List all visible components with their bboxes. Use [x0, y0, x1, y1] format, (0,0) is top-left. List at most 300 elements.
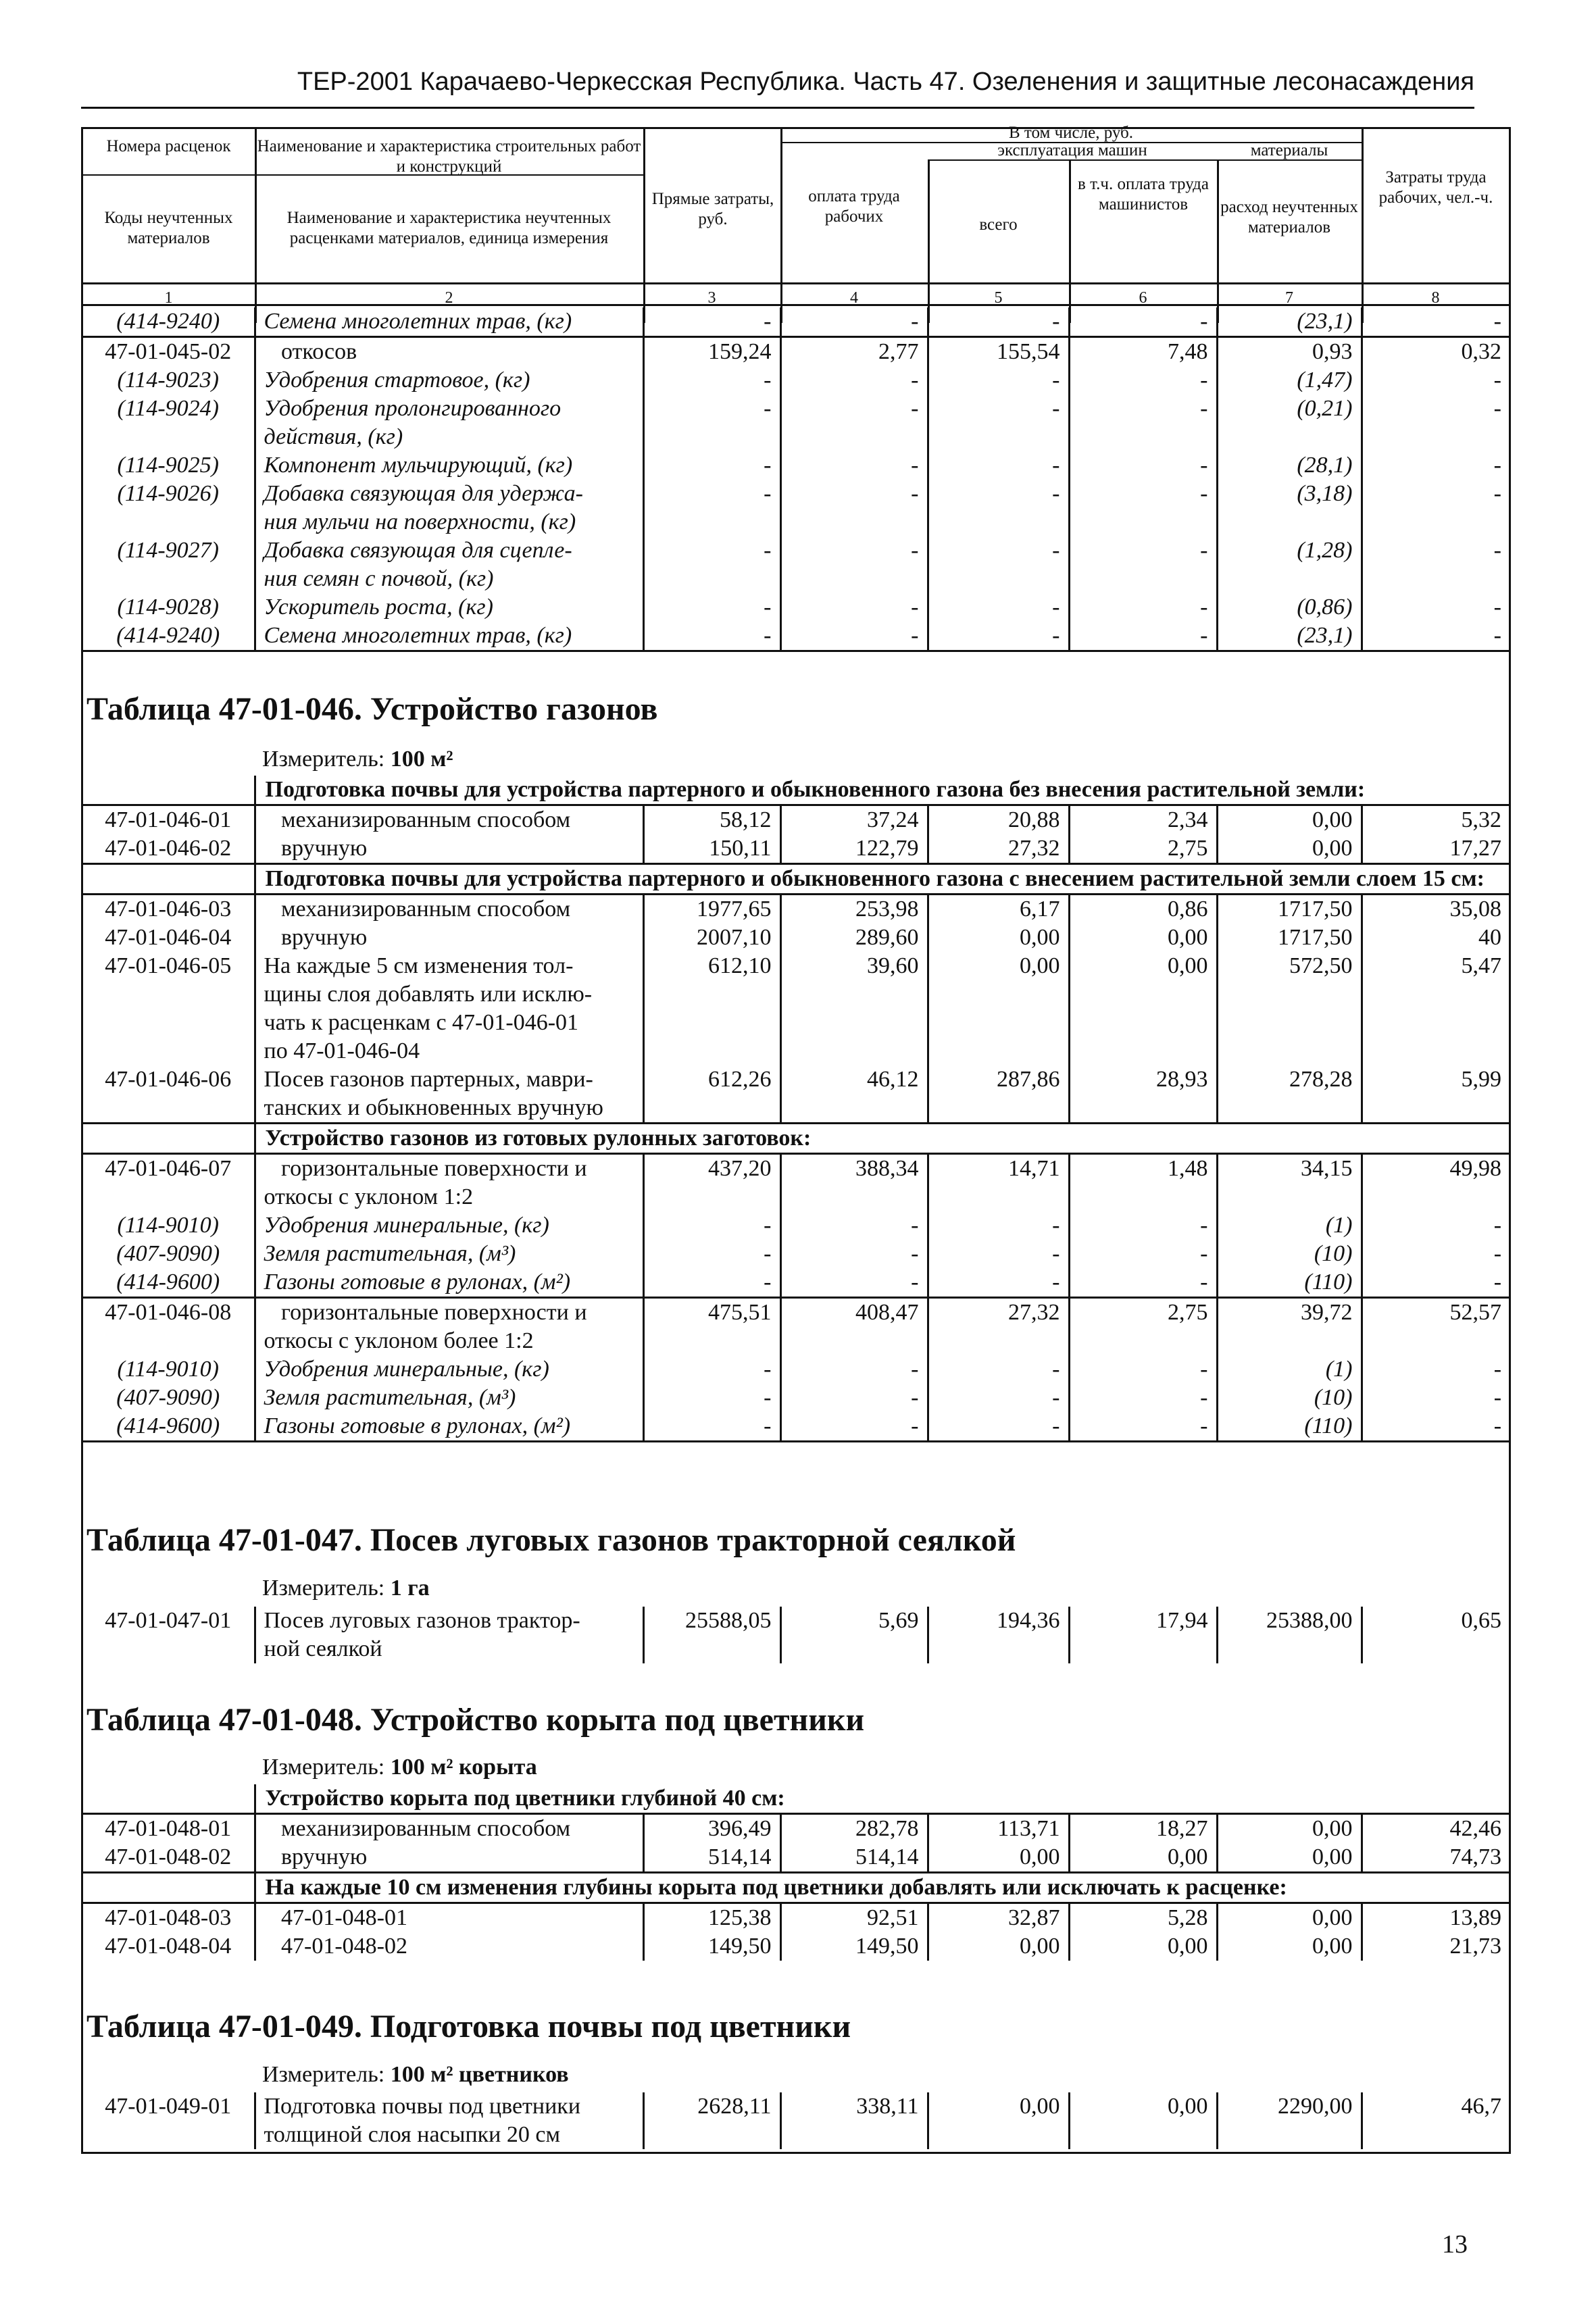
cost-value: 612,26	[643, 1065, 780, 1124]
section-heading-row	[82, 864, 1510, 895]
cost-value: 21,73	[1449, 1934, 1502, 1959]
description-line: толщиной слоя насыпки 20 см	[264, 2122, 560, 2147]
page-number: 13	[1442, 2230, 1468, 2259]
cost-value: -	[780, 622, 928, 651]
cost-value: 5,99	[1362, 1065, 1510, 1124]
cost-value: 159,24	[643, 337, 780, 367]
cost-value: 514,14	[780, 1843, 928, 1873]
cost-value: 155,54	[928, 337, 1069, 367]
meter-value: 1 га	[390, 1576, 430, 1601]
rate-code: 47-01-046-07	[82, 1154, 255, 1212]
description-line: На каждые 5 см изменения тол-	[264, 953, 574, 978]
meter-049	[262, 2062, 569, 2088]
cost-value: 34,15	[1217, 1154, 1362, 1212]
section-heading: Устройство корыта под цветники глубиной 40 см:	[255, 1784, 1510, 1814]
cost-value: -	[780, 1268, 928, 1298]
rate-code: (414-9600)	[82, 1412, 255, 1442]
cost-value: -	[780, 1211, 928, 1240]
cost-value: -	[928, 1240, 1069, 1268]
cost-value: -	[1069, 307, 1217, 337]
cost-value: (0,86)	[1217, 593, 1362, 622]
cost-value: -	[780, 366, 928, 395]
cost-value: 37,24	[780, 805, 928, 835]
cost-value: 1,48	[1069, 1154, 1217, 1212]
cost-value: 388,34	[780, 1154, 928, 1212]
rate-code: (414-9240)	[82, 307, 255, 337]
header-col-number: 1	[164, 289, 173, 307]
cost-value: 572,50	[1217, 952, 1362, 1065]
cost-value: -	[1493, 1241, 1502, 1266]
cost-value: -	[643, 1268, 780, 1298]
cost-value: 122,79	[780, 834, 928, 864]
section-heading: Устройство газонов из готовых рулонных заготовок:	[255, 1124, 1510, 1154]
description-line: Удобрения стартовое, (кг)	[264, 368, 530, 393]
description-line: вручную	[264, 836, 368, 861]
rates-table-046	[82, 776, 1510, 1442]
cost-value: -	[1362, 1268, 1510, 1298]
cost-value: (0,21)	[1217, 395, 1362, 451]
description-line: Земля растительная, (м³)	[264, 1385, 516, 1410]
cost-value: -	[928, 1384, 1069, 1412]
table-row	[82, 1355, 1510, 1384]
table-row	[82, 2092, 1510, 2149]
cost-value: 2,77	[780, 337, 928, 367]
description-line: горизонтальные поверхности и	[264, 1156, 587, 1181]
header-operator-pay: в т.ч. оплата труда машинистов	[1078, 175, 1209, 213]
cost-value: -	[1493, 1357, 1502, 1382]
work-description	[255, 1154, 643, 1212]
cost-value: -	[1493, 595, 1501, 620]
cost-value: 20,88	[928, 805, 1069, 835]
description-line: Удобрения пролонгированного	[264, 396, 562, 421]
cost-value: 113,71	[928, 1814, 1069, 1844]
page-header	[81, 68, 1474, 109]
cost-value: (1,47)	[1217, 366, 1362, 395]
rate-code: (414-9240)	[82, 622, 255, 651]
cost-value: 2,34	[1069, 805, 1217, 835]
description-line: вручную	[264, 925, 368, 950]
cost-value: -	[1362, 307, 1510, 337]
cost-value: -	[928, 1211, 1069, 1240]
table-row	[82, 1843, 1510, 1873]
table-row	[82, 1211, 1510, 1240]
description-line: Семена многолетних трав, (кг)	[264, 309, 572, 334]
description-line: Подготовка почвы под цветники	[264, 2094, 581, 2119]
header-col-number: 3	[707, 289, 716, 307]
table-row	[82, 366, 1510, 395]
work-description	[255, 1932, 643, 1961]
work-description	[255, 366, 643, 395]
work-description	[255, 395, 643, 451]
cost-value: 0,00	[1217, 1932, 1362, 1961]
work-description	[255, 1298, 643, 1356]
cost-value: -	[780, 593, 928, 622]
cost-value: -	[1493, 1385, 1502, 1410]
meter-value: 100 м² корыта	[390, 1755, 537, 1780]
cost-value: -	[1493, 368, 1501, 393]
cost-value: -	[1069, 395, 1217, 451]
section-code-cell	[82, 864, 255, 895]
rate-code: (414-9600)	[82, 1268, 255, 1298]
cost-value: 25388,00	[1217, 1607, 1362, 1663]
cost-value: -	[1069, 1240, 1217, 1268]
cost-value: 35,08	[1449, 897, 1502, 922]
section-heading: Подготовка почвы для устройства партерного и обыкновенного газона с внесением растительной земли слоем 15 см:	[255, 864, 1510, 895]
rate-code: (114-9024)	[82, 395, 255, 451]
cost-value: 0,00	[1217, 805, 1362, 835]
rate-code: 47-01-046-08	[82, 1298, 255, 1356]
cost-value: 194,36	[928, 1607, 1069, 1663]
table-title-049: Таблица 47-01-049. Подготовка почвы под цветники	[86, 2009, 851, 2044]
cost-value: -	[643, 307, 780, 337]
section-heading: Подготовка почвы для устройства партерного и обыкновенного газона без внесения растительной земли:	[255, 776, 1510, 805]
cost-value: -	[1362, 1412, 1510, 1442]
table-row	[82, 451, 1510, 480]
description-line: Удобрения минеральные, (кг)	[264, 1357, 549, 1382]
description-line: Добавка связующая для сцепле-	[264, 538, 572, 563]
description-line: Добавка связующая для удержа-	[264, 481, 583, 506]
rates-table-048	[82, 1784, 1510, 1961]
cost-value: -	[1069, 593, 1217, 622]
cost-value: -	[643, 536, 780, 593]
cost-value: 1717,50	[1217, 924, 1362, 952]
cost-value: 39,72	[1217, 1298, 1362, 1356]
table-row	[82, 1932, 1510, 1961]
description-line: вручную	[264, 1844, 368, 1869]
cost-value: 52,57	[1449, 1300, 1502, 1325]
description-line: чать к расценкам с 47-01-046-01	[264, 1010, 579, 1035]
cost-value: 0,00	[928, 2092, 1069, 2149]
cost-value: 0,00	[1069, 952, 1217, 1065]
rate-code: 47-01-046-03	[82, 895, 255, 924]
description-line: по 47-01-046-04	[264, 1038, 420, 1063]
cost-value: 0,00	[928, 952, 1069, 1065]
cost-value: -	[780, 307, 928, 337]
header-col-number: 7	[1285, 289, 1293, 307]
table-title-048: Таблица 47-01-048. Устройство корыта под цветники	[86, 1702, 865, 1738]
description-line: действия, (кг)	[264, 424, 403, 449]
cost-value: 2007,10	[643, 924, 780, 952]
rate-code: (114-9010)	[82, 1355, 255, 1384]
table-row	[82, 805, 1510, 835]
rates-table-045-continued	[82, 307, 1510, 652]
cost-value: 46,7	[1461, 2094, 1501, 2119]
meter-label: Измеритель:	[262, 2062, 385, 2087]
cost-value: 282,78	[780, 1814, 928, 1844]
cost-value: 0,00	[1217, 834, 1362, 864]
meter-value: 100 м² цветников	[390, 2062, 569, 2087]
description-line: горизонтальные поверхности и	[264, 1300, 587, 1325]
rate-code: 47-01-048-02	[82, 1843, 255, 1873]
cost-value: (1)	[1217, 1211, 1362, 1240]
work-description	[255, 1843, 643, 1873]
table-row	[82, 1154, 1510, 1212]
table-column-header	[82, 124, 1510, 323]
description-line: откосы с уклоном 1:2	[264, 1184, 474, 1209]
cost-value: -	[1069, 622, 1217, 651]
cost-value: -	[928, 480, 1069, 536]
cost-value: 338,11	[780, 2092, 928, 2149]
cost-value: (110)	[1217, 1268, 1362, 1298]
cost-value: 25588,05	[643, 1607, 780, 1663]
rate-code: (114-9028)	[82, 593, 255, 622]
cost-value: (1)	[1217, 1355, 1362, 1384]
header-labor-pay: оплата труда рабочих	[808, 187, 900, 226]
cost-value: 28,93	[1069, 1065, 1217, 1124]
description-line: механизированным способом	[264, 1816, 571, 1841]
rate-code: 47-01-046-06	[82, 1065, 255, 1124]
cost-value: 74,73	[1362, 1843, 1510, 1873]
description-line: Ускоритель роста, (кг)	[264, 595, 493, 620]
table-row	[82, 1268, 1510, 1298]
header-col-number: 6	[1139, 289, 1147, 307]
header-machine-operation: эксплуатация машин	[997, 141, 1147, 159]
description-line: Земля растительная, (м³)	[264, 1241, 516, 1266]
cost-value: -	[928, 451, 1069, 480]
description-line: Газоны готовые в рулонах, (м²)	[264, 1413, 571, 1438]
meter-047	[262, 1576, 430, 1601]
cost-value: 2628,11	[643, 2092, 780, 2149]
table-row	[82, 1240, 1510, 1268]
header-col-number: 5	[994, 289, 1003, 307]
rate-code: (114-9026)	[82, 480, 255, 536]
cost-value: (10)	[1217, 1384, 1362, 1412]
cost-value: 5,47	[1461, 953, 1502, 978]
header-rate-number: Номера расценок	[106, 137, 231, 155]
cost-value: -	[1069, 366, 1217, 395]
section-code-cell	[82, 1873, 255, 1903]
cost-value: -	[780, 395, 928, 451]
table-row	[82, 924, 1510, 952]
work-description	[255, 1607, 643, 1663]
cost-value: -	[928, 593, 1069, 622]
cost-value: 0,00	[1217, 1903, 1362, 1933]
cost-value: 0,65	[1461, 1608, 1501, 1633]
table-row	[82, 834, 1510, 864]
cost-value: -	[928, 622, 1069, 651]
cost-value: 46,12	[780, 1065, 928, 1124]
section-code-cell	[82, 1124, 255, 1154]
section-code-cell	[82, 1784, 255, 1814]
cost-value: -	[643, 622, 780, 651]
work-description	[255, 622, 643, 651]
cost-value: -	[643, 1412, 780, 1442]
description-line: танских и обыкновенных вручную	[264, 1095, 603, 1120]
rate-code: 47-01-047-01	[82, 1607, 255, 1663]
table-row	[82, 952, 1510, 1065]
work-description	[255, 307, 643, 337]
cost-value: 92,51	[780, 1903, 928, 1933]
cost-value: 6,17	[928, 895, 1069, 924]
meter-048	[262, 1755, 537, 1780]
cost-value: -	[1493, 538, 1501, 563]
meter-value: 100 м²	[390, 747, 453, 772]
cost-value: -	[1493, 453, 1501, 478]
cost-value: -	[643, 395, 780, 451]
cost-value: 5,32	[1461, 807, 1502, 832]
cost-value: -	[928, 1355, 1069, 1384]
table-row	[82, 1384, 1510, 1412]
table-row	[82, 1065, 1510, 1124]
work-description	[255, 480, 643, 536]
cost-value: -	[643, 1384, 780, 1412]
rate-code: 47-01-048-01	[82, 1814, 255, 1844]
description-line: Посев газонов партерных, маври-	[264, 1067, 593, 1092]
cost-value: 437,20	[643, 1154, 780, 1212]
cost-value: -	[1069, 451, 1217, 480]
description-line: ния мульчи на поверхности, (кг)	[264, 509, 576, 534]
cost-value: (1,28)	[1217, 536, 1362, 593]
rate-code: (114-9023)	[82, 366, 255, 395]
header-material-codes: Коды неучтенных материалов	[104, 209, 233, 247]
cost-value: 5,69	[780, 1607, 928, 1663]
description-line: ной сеялкой	[264, 1636, 382, 1661]
rates-table-049	[82, 2092, 1510, 2149]
cost-value: 7,48	[1069, 337, 1217, 367]
description-line: 47-01-048-01	[264, 1905, 407, 1930]
work-description	[255, 593, 643, 622]
cost-value: (110)	[1217, 1412, 1362, 1442]
rate-code: (407-9090)	[82, 1384, 255, 1412]
table-row	[82, 1298, 1510, 1356]
cost-value: 278,28	[1217, 1065, 1362, 1124]
cost-value: 150,11	[643, 834, 780, 864]
cost-value: (23,1)	[1217, 622, 1362, 651]
rate-code: (407-9090)	[82, 1240, 255, 1268]
header-direct-costs: Прямые затраты, руб.	[651, 190, 774, 228]
table-row	[82, 593, 1510, 622]
header-material-name: Наименование и характеристика неучтенных расценками материалов, единица измерения	[286, 209, 612, 247]
cost-value: 0,00	[1069, 924, 1217, 952]
header-materials: материалы	[1250, 141, 1328, 159]
header-including: В том числе, руб.	[1008, 124, 1134, 142]
cost-value: 42,46	[1449, 1816, 1502, 1841]
header-work-name: Наименование и характеристика строительных работ и конструкций	[257, 137, 641, 176]
cost-value: -	[643, 480, 780, 536]
cost-value: 289,60	[780, 924, 928, 952]
cost-value: -	[643, 451, 780, 480]
cost-value: 149,50	[643, 1932, 780, 1961]
description-line: механизированным способом	[264, 897, 571, 922]
cost-value: -	[928, 536, 1069, 593]
cost-value: 0,00	[1069, 2092, 1217, 2149]
cost-value: -	[928, 1268, 1069, 1298]
cost-value: 17,94	[1069, 1607, 1217, 1663]
cost-value: (3,18)	[1217, 480, 1362, 536]
description-line: щины слоя добавлять или исклю-	[264, 982, 593, 1007]
rate-code: (114-9027)	[82, 536, 255, 593]
rate-code: 47-01-049-01	[82, 2092, 255, 2149]
cost-value: 0,00	[928, 924, 1069, 952]
cost-value: 287,86	[928, 1065, 1069, 1124]
cost-value: -	[643, 1240, 780, 1268]
cost-value: 612,10	[643, 952, 780, 1065]
work-description	[255, 834, 643, 864]
cost-value: (10)	[1217, 1240, 1362, 1268]
cost-value: -	[780, 1384, 928, 1412]
cost-value: 27,32	[928, 834, 1069, 864]
cost-value: 27,32	[928, 1298, 1069, 1356]
meter-label: Измеритель:	[262, 1576, 385, 1601]
table-row	[82, 895, 1510, 924]
cost-value: 32,87	[928, 1903, 1069, 1933]
work-description	[255, 1268, 643, 1298]
cost-value: 18,27	[1069, 1814, 1217, 1844]
section-heading-row	[82, 1873, 1510, 1903]
cost-value: 14,71	[928, 1154, 1069, 1212]
page-header-title: ТЕР-2001 Карачаево-Черкесская Республика. Часть 47. Озеленения и защитные лесонасаждения	[297, 68, 1474, 96]
rate-code: 47-01-048-04	[82, 1932, 255, 1961]
rate-code: 47-01-046-02	[82, 834, 255, 864]
cost-value: -	[928, 307, 1069, 337]
cost-value: 0,00	[928, 1932, 1069, 1961]
table-row	[82, 480, 1510, 536]
work-description	[255, 1355, 643, 1384]
cost-value: -	[1069, 536, 1217, 593]
cost-value: 514,14	[643, 1843, 780, 1873]
cost-value: 40	[1478, 925, 1502, 950]
rate-code: 47-01-046-05	[82, 952, 255, 1065]
work-description	[255, 952, 643, 1065]
cost-value: 125,38	[643, 1903, 780, 1933]
cost-value: (28,1)	[1217, 451, 1362, 480]
rates-table-047	[82, 1607, 1510, 1663]
rate-code: 47-01-048-03	[82, 1903, 255, 1933]
section-heading-row	[82, 1784, 1510, 1814]
table-title-046: Таблица 47-01-046. Устройство газонов	[86, 691, 658, 727]
cost-value: 13,89	[1449, 1905, 1502, 1930]
header-col-number: 2	[445, 289, 453, 307]
section-heading-row	[82, 776, 1510, 805]
work-description	[255, 1384, 643, 1412]
table-title-047: Таблица 47-01-047. Посев луговых газонов тракторной сеялкой	[86, 1522, 1016, 1558]
rate-code: 47-01-045-02	[82, 337, 255, 367]
rate-code: (114-9010)	[82, 1211, 255, 1240]
work-description	[255, 1240, 643, 1268]
cost-value: -	[1069, 1384, 1217, 1412]
table-row	[82, 622, 1510, 651]
work-description	[255, 895, 643, 924]
header-col-number: 4	[850, 289, 858, 307]
cost-value: 408,47	[780, 1298, 928, 1356]
cost-value: 39,60	[780, 952, 928, 1065]
cost-value: 58,12	[643, 805, 780, 835]
header-rule	[82, 282, 1510, 284]
cost-value: 0,00	[1069, 1932, 1217, 1961]
cost-value: -	[928, 395, 1069, 451]
table-row	[82, 1412, 1510, 1442]
table-row	[82, 307, 1510, 337]
cost-value: (23,1)	[1217, 307, 1362, 337]
work-description	[255, 451, 643, 480]
description-line: Газоны готовые в рулонах, (м²)	[264, 1269, 571, 1294]
cost-value: 5,28	[1069, 1903, 1217, 1933]
meter-label: Измеритель:	[262, 1755, 385, 1780]
section-code-cell	[82, 776, 255, 805]
cost-value: 49,98	[1449, 1156, 1502, 1181]
table-row	[82, 1903, 1510, 1933]
header-col-number: 8	[1431, 289, 1440, 307]
rate-code: (114-9025)	[82, 451, 255, 480]
work-description	[255, 805, 643, 835]
cost-value: 0,86	[1069, 895, 1217, 924]
work-description	[255, 337, 643, 367]
cost-value: -	[780, 1412, 928, 1442]
work-description	[255, 1412, 643, 1442]
meter-046	[262, 747, 453, 772]
cost-value: 0,00	[1069, 1843, 1217, 1873]
work-description	[255, 1065, 643, 1124]
